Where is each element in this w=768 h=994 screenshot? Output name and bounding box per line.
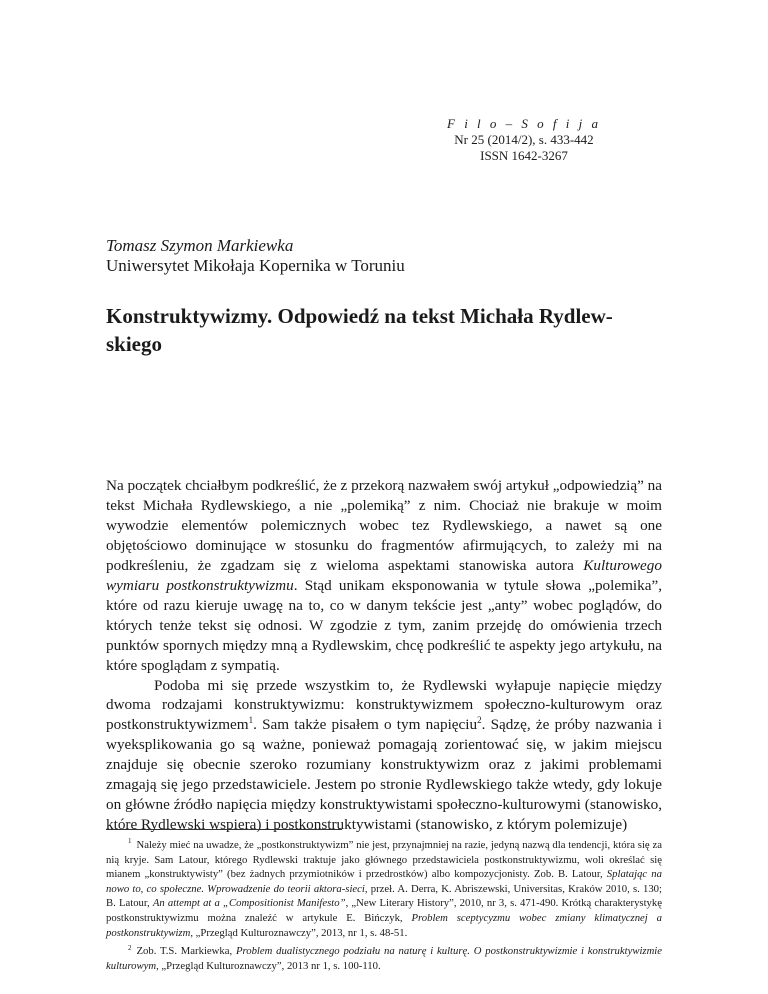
journal-header xyxy=(447,116,601,164)
cited-title: Splatając na nowo to, co społeczne. Wprowadzenie do teorii aktora-sieci xyxy=(106,868,662,895)
footnote-text: , przeł. A. Derra, K. Abriszewski, Universitas, Kraków 2010, s. 130; B. Latour, xyxy=(106,882,662,910)
author-name: Tomasz Szymon Markiewka xyxy=(106,236,294,255)
body-paragraph-1 xyxy=(106,476,662,676)
footnote-2 xyxy=(106,944,662,973)
article-title-line1: Konstruktywizmy. Odpowiedź na tekst Michała Rydlew- xyxy=(106,304,613,328)
cited-title: Problem sceptycyzmu wobec zmiany klimatycznej a postkonstruktywizm xyxy=(106,911,662,939)
footnote-text: Należy mieć na uwadze, że „postkonstruktywizm” nie jest, przynajmniej na razie, jedyną nazwą dla tendencji, która się za nią kryje. Sam Latour, którego Rydlewski traktuje jako głównego przedstawiciela postkonstruktywizmu, woli określać się mianem „konstruktywisty” (bez żadnych przymiotników i przedrostków) albo kompozycjonisty. Zob. B. Latour, xyxy=(106,839,662,881)
author-block xyxy=(106,236,405,276)
cited-title: Problem dualistycznego podziału na naturę i kulturę. O postkonstruktywizmie i konstruktywizmie kulturowym xyxy=(106,945,663,972)
journal-issue: Nr 25 (2014/2), s. 433-442 xyxy=(454,132,594,147)
body-text: . Sądzę, że próby nazwania i wyeksplikowania go są ważne, ponieważ pomagają zorientować się, w jakim miejscu znajduje się obecnie szeroko rozumiany konstruktywizm oraz z jakimi problemami zmagają się jego przedstawiciele. Jestem po stronie Rydlewskiego także wtedy, gdy lokuje on główne źródło napięcia między konstruktywistami społeczno-kulturowymi (stanowisko, które Rydlewski wspiera) i postkonstruktywistami (stanowisko, z którym polemizuje) xyxy=(106,716,662,834)
footnote-text: Zob. T.S. Markiewka, xyxy=(136,945,236,958)
article-title-line2: skiego xyxy=(106,332,163,356)
article-body xyxy=(106,476,662,835)
body-text: . Stąd unikam eksponowania w tytule słowa „polemika”, które od razu kieruje uwagę na to, co w danym tekście jest „anty” wobec poglądów, do których tenże tekst się odnosi. W zgodzie z tym, zanim przejdę do omówienia trzech punktów spornych między mną a Rydlewskim, chcę podkreślić te aspekty jego artykułu, na które spoglądam z sympatią. xyxy=(106,576,662,674)
footnote-1 xyxy=(106,838,662,940)
footnote-text: , „New Literary History”, 2010, nr 3, s. 471-490. Krótką charakterystykę postkonstruktywizmu można znaleźć w artykule E. Bińczyk, xyxy=(106,897,662,924)
footnote-text: , „Przegląd Kulturoznawczy”, 2013 nr 1, s. 100-110. xyxy=(156,959,381,972)
article-title xyxy=(106,302,666,358)
journal-name: F i l o – S o f i j a xyxy=(447,116,601,131)
body-paragraph-2 xyxy=(106,676,662,836)
journal-issn: ISSN 1642-3267 xyxy=(480,148,568,163)
footnote-ref-1[interactable]: 1 xyxy=(248,715,254,726)
footnotes xyxy=(106,838,662,977)
footnote-number: 2 xyxy=(128,943,132,952)
cited-title: An attempt at a „Compositionist Manifesto” xyxy=(152,897,346,910)
footnote-ref-2[interactable]: 2 xyxy=(477,715,482,726)
cited-title: Kulturowego wymiaru postkonstruktywizmu xyxy=(106,556,662,594)
footnote-number: 1 xyxy=(128,837,132,846)
body-text: . Sam także pisałem o tym napięciu xyxy=(253,716,478,734)
body-text: Na początek chciałbym podkreślić, że z przekorą nazwałem swój artykuł „odpowiedzią” na tekst Michała Rydlewskiego, a nie „polemiką” z nim. Chociaż nie brakuje w moim wywodzie elementów polemicznych wobec tez Rydlewskiego, a nawet są one objętościowo dominujące w stosunku do fragmentów afirmujących, to zależy mi na podkreśleniu, że zgadzam się z wieloma aspektami stanowiska autora xyxy=(106,477,662,574)
footnote-text: , „Przegląd Kulturoznawczy”, 2013, nr 1, s. 48-51. xyxy=(190,926,408,939)
body-text: Podoba mi się przede wszystkim to, że Rydlewski wyłapuje napięcie między dwoma rodzajami konstruktywizmu: konstruktywizmem społeczno-kulturowym oraz postkonstruktywizmem xyxy=(106,676,662,734)
footnote-separator xyxy=(106,829,342,830)
author-affiliation: Uniwersytet Mikołaja Kopernika w Toruniu xyxy=(106,256,405,275)
